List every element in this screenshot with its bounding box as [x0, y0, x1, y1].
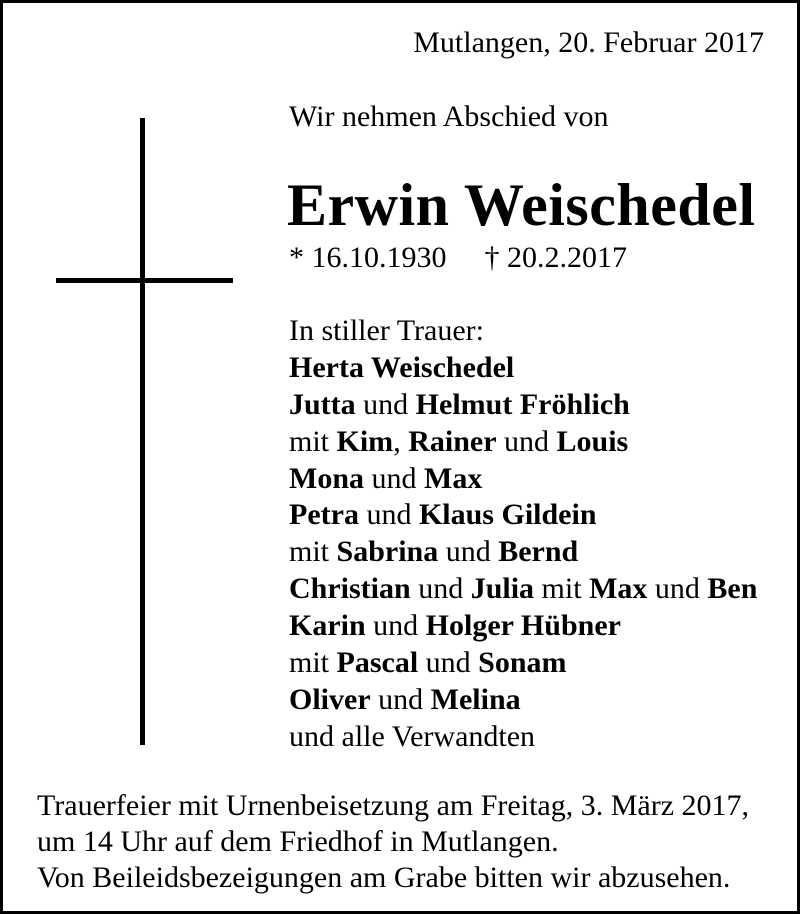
- mourner-name: Bernd: [498, 535, 579, 569]
- connector-text: und: [410, 572, 471, 606]
- mourner-line: [289, 424, 757, 461]
- connector-text: und: [418, 646, 479, 680]
- death-date: † 20.2.2017: [484, 241, 627, 274]
- mourner-name: Louis: [556, 424, 629, 458]
- mourner-name: Sabrina: [336, 535, 439, 569]
- mourner-name: Sonam: [478, 646, 567, 680]
- mourner-name: Kim: [336, 424, 394, 458]
- connector-text: und: [370, 682, 431, 716]
- cross-horizontal-bar: [56, 278, 233, 283]
- service-info: [37, 788, 749, 896]
- mourner-name: Max: [589, 572, 648, 606]
- mourner-line: [289, 719, 757, 756]
- mourner-name: Petra: [289, 498, 359, 532]
- mourner-name: Ben: [707, 572, 758, 606]
- mourner-name: Rainer: [408, 424, 497, 458]
- mourner-line: [289, 608, 757, 645]
- mourner-name: Pascal: [336, 646, 419, 680]
- mourners-list: [289, 313, 757, 756]
- mourner-name: Mona: [289, 461, 364, 495]
- mourner-name: Helmut Fröhlich: [415, 387, 630, 421]
- mourner-name: Herta Weischedel: [289, 350, 515, 384]
- mourner-line: [289, 534, 757, 571]
- mourner-name: Julia: [470, 572, 535, 606]
- mourner-name: Holger Hübner: [425, 609, 621, 643]
- connector-text: mit: [289, 646, 337, 680]
- connector-text: und: [647, 572, 708, 606]
- connector-text: und: [438, 535, 499, 569]
- place-date: Mutlangen, 20. Februar 2017: [413, 26, 764, 59]
- mourner-name: Karin: [289, 609, 366, 643]
- connector-text: mit: [289, 424, 337, 458]
- mourner-name: Max: [424, 461, 483, 495]
- mourner-name: Jutta: [289, 387, 356, 421]
- mourner-name: Christian: [289, 572, 411, 606]
- connector-text: und: [364, 461, 424, 495]
- intro-text: Wir nehmen Abschied von: [289, 100, 609, 133]
- connector-text: und alle Verwandten: [289, 719, 536, 753]
- connector-text: mit: [289, 535, 337, 569]
- mourner-line: [289, 461, 757, 498]
- mourner-line: [289, 387, 757, 424]
- mourner-line: [289, 645, 757, 682]
- service-line: Von Beileidsbezeigungen am Grabe bitten wir abzusehen.: [37, 861, 731, 894]
- deceased-name: Erwin Weischedel: [287, 172, 756, 238]
- connector-text: und: [355, 387, 416, 421]
- connector-text: mit: [534, 572, 590, 606]
- mourner-line: [289, 497, 757, 534]
- connector-text: ,: [393, 424, 409, 458]
- mourner-line: [289, 571, 757, 608]
- mourner-line: [289, 682, 757, 719]
- mourner-line: [289, 350, 757, 387]
- connector-text: und: [358, 498, 419, 532]
- birth-date: * 16.10.1930: [289, 241, 447, 274]
- mourners-heading: In stiller Trauer:: [289, 314, 484, 347]
- service-line: Trauerfeier mit Urnenbeisetzung am Freitag, 3. März 2017,: [37, 789, 750, 822]
- cross-vertical-bar: [140, 118, 145, 745]
- service-line: um 14 Uhr auf dem Friedhof in Mutlangen.: [37, 825, 559, 858]
- mourner-name: Klaus Gildein: [418, 498, 597, 532]
- mourner-name: Oliver: [289, 682, 371, 716]
- connector-text: und: [365, 609, 426, 643]
- life-dates: [289, 238, 627, 278]
- connector-text: und: [496, 424, 557, 458]
- mourner-name: Melina: [430, 682, 521, 716]
